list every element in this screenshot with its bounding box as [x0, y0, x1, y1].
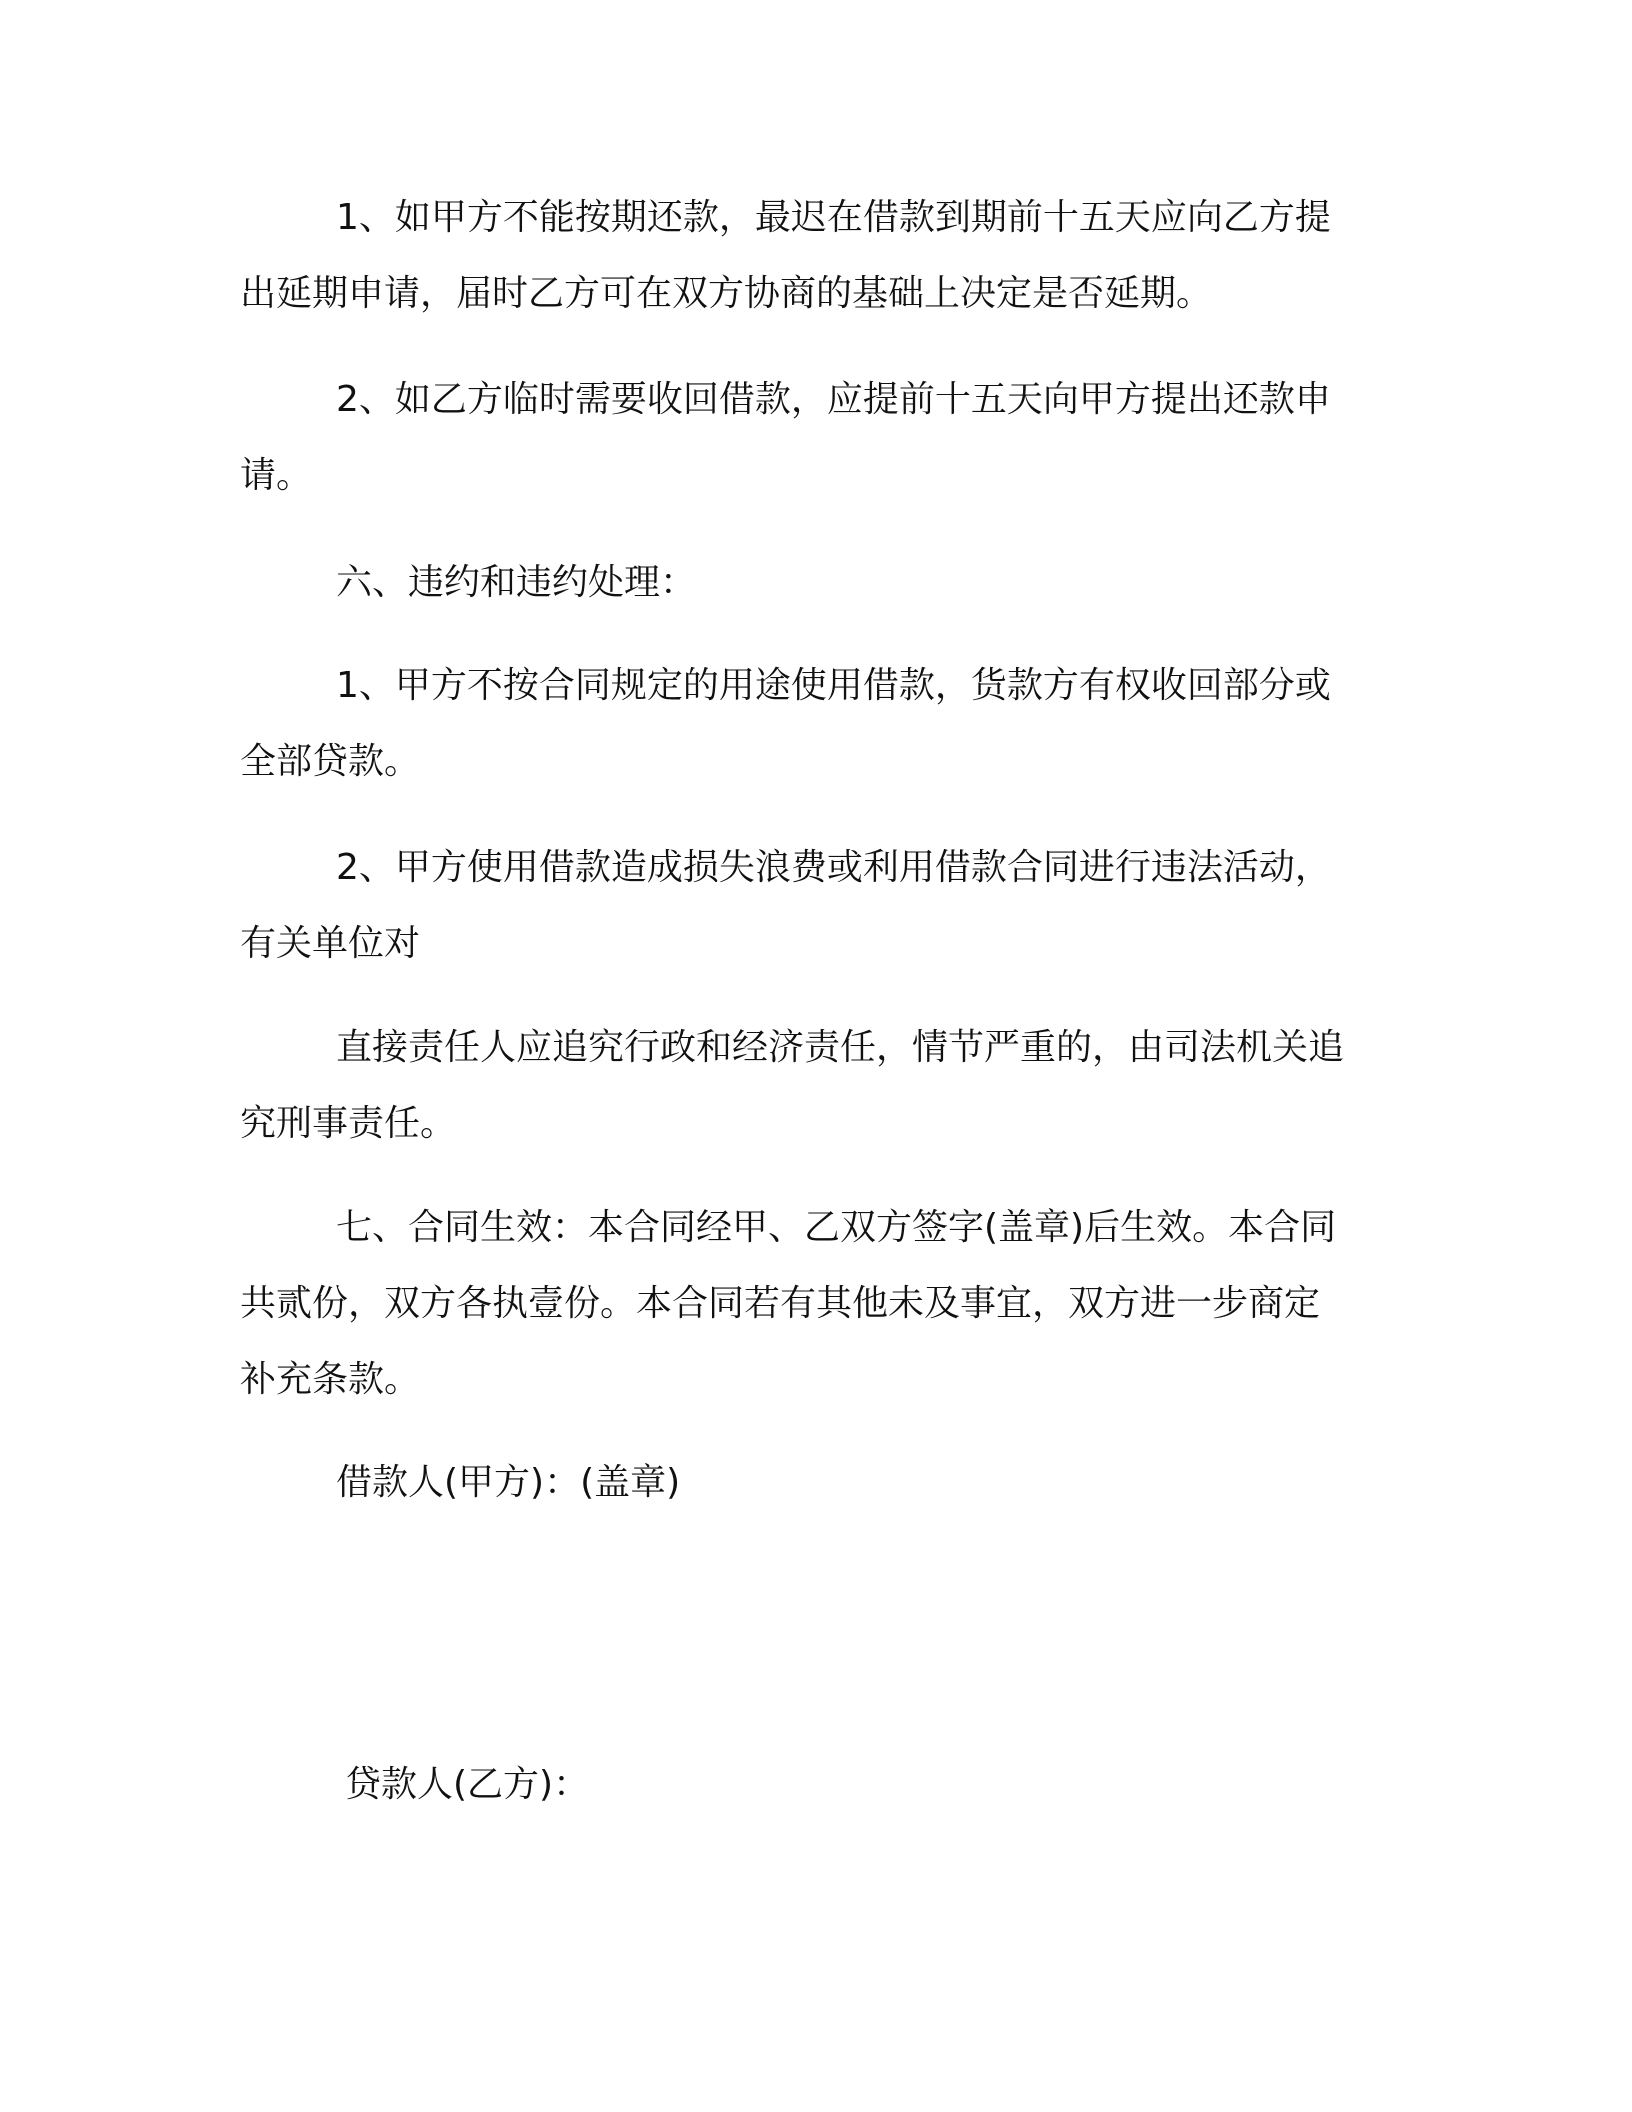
- text-line: 2、甲方使用借款造成损失浪费或利用借款合同进行违法活动，: [336, 847, 1331, 888]
- text-line: 请。: [240, 455, 313, 496]
- text-line: 出延期申请，届时乙方可在双方协商的基础上决定是否延期。: [240, 273, 1213, 314]
- text-line: 究刑事责任。: [240, 1103, 457, 1144]
- text-line: 直接责任人应追究行政和经济责任，情节严重的，由司法机关追: [336, 1027, 1345, 1068]
- clause-liability: [240, 1010, 1380, 1162]
- clause-extension-request: [240, 180, 1380, 332]
- text-line: 补充条款。: [240, 1359, 421, 1400]
- section-contract-effect: [240, 1190, 1380, 1418]
- lender-signature-line: [345, 1747, 1485, 1823]
- text-line: 共贰份，双方各执壹份。本合同若有其他未及事宜，双方进一步商定: [240, 1283, 1321, 1324]
- borrower-signature-line: [240, 1445, 1380, 1521]
- text-line: 1、如甲方不能按期还款，最迟在借款到期前十五天应向乙方提: [336, 197, 1331, 238]
- text-line: 贷款人(乙方)：: [345, 1764, 590, 1805]
- text-line: 有关单位对: [240, 923, 421, 964]
- text-line: 2、如乙方临时需要收回借款，应提前十五天向甲方提出还款申: [336, 379, 1331, 420]
- clause-illegal-use: [240, 830, 1380, 982]
- text-line: 借款人(甲方)：(盖章): [336, 1462, 681, 1503]
- section-heading-breach: [240, 545, 1380, 621]
- text-line: 六、违约和违约处理：: [336, 562, 697, 603]
- text-line: 七、合同生效：本合同经甲、乙双方签字(盖章)后生效。本合同: [336, 1207, 1337, 1248]
- text-line: 1、甲方不按合同规定的用途使用借款，货款方有权收回部分或: [336, 665, 1331, 706]
- clause-early-recall: [240, 362, 1380, 514]
- clause-misuse-recall: [240, 648, 1380, 800]
- text-line: 全部贷款。: [240, 741, 421, 782]
